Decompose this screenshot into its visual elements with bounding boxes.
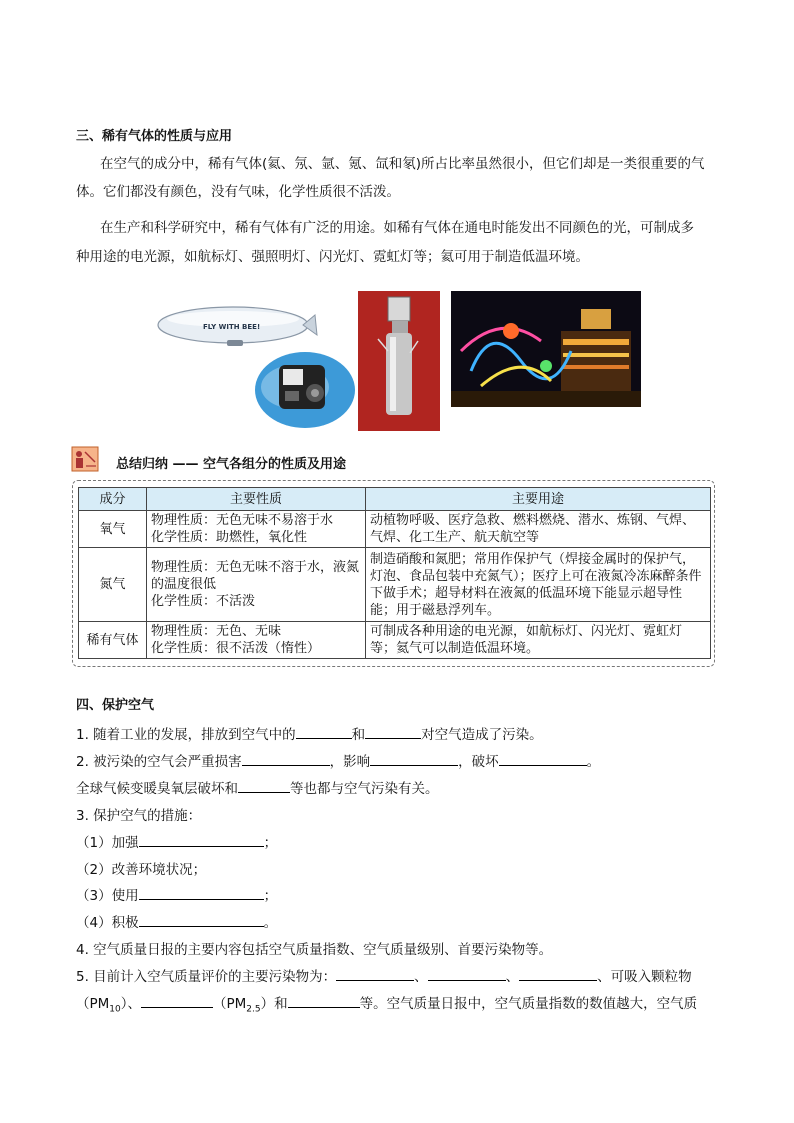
- question-5-line1: 5. 目前计入空气质量评价的主要污染物为： 、 、 、可吸入颗粒物: [76, 965, 692, 985]
- blimp-flash-image: [155, 295, 355, 430]
- blank[interactable]: [428, 966, 506, 981]
- blank[interactable]: [499, 751, 587, 766]
- table-row: [79, 548, 711, 622]
- blank[interactable]: [139, 912, 264, 927]
- blank[interactable]: [296, 724, 352, 739]
- row-name: 稀有气体: [79, 622, 147, 659]
- question-2b: 全球气候变暖臭氧层破坏和 等也都与空气污染有关。: [76, 777, 439, 797]
- section3-p2-line2: 种用途的电光源，如航标灯、强照明灯、闪光灯、霓虹灯等；氦可用于制造低温环境。: [76, 249, 589, 265]
- row-uses: 动植物呼吸、医疗急救、燃料燃烧、潜水、炼钢、气焊、气焊、化工生产、航天航空等: [366, 511, 711, 548]
- section3-heading: 三、稀有气体的性质与应用: [76, 129, 233, 144]
- blank[interactable]: [336, 966, 414, 981]
- table-row: [79, 511, 711, 548]
- blimp-text: FLY WITH BEE!: [203, 323, 261, 331]
- header-properties: 主要性质: [147, 488, 366, 511]
- table-row: [79, 622, 711, 659]
- question-4: 4. 空气质量日报的主要内容包括空气质量指数、空气质量级别、首要污染物等。: [76, 942, 553, 958]
- summary-icon: [71, 446, 99, 472]
- section3-p1-line1: 在空气的成分中，稀有气体(氦、氖、氩、氪、氙和氡)所占比率虽然很小，但它们却是一类很重要的气: [100, 156, 705, 172]
- row-uses: 可制成各种用途的电光源，如航标灯、闪光灯、霓虹灯等；氦气可以制造低温环境。: [366, 622, 711, 659]
- row-properties: 物理性质：无色无味不溶于水，液氮的温度很低 化学性质：不活泼: [147, 548, 366, 622]
- blank[interactable]: [242, 751, 330, 766]
- row-uses: 制造硝酸和氮肥；常用作保护气（焊接金属时的保护气，灯泡、食品包装中充氮气）；医疗上可在液氮冷冻麻醉条件下做手术；超导材料在液氮的低温环境下能显示超导性能；用于磁悬浮列车。: [366, 548, 711, 622]
- measure-1: （1）加强 ；: [76, 831, 277, 851]
- blank[interactable]: [139, 832, 264, 847]
- blank[interactable]: [365, 724, 421, 739]
- question-2: 2. 被污染的空气会严重损害 ，影响 ，破坏 。: [76, 750, 600, 770]
- row-properties: 物理性质：无色无味不易溶于水 化学性质：助燃性，氧化性: [147, 511, 366, 548]
- measure-2: （2）改善环境状况；: [76, 862, 207, 878]
- blank[interactable]: [139, 885, 264, 900]
- question-3: 3. 保护空气的措施：: [76, 808, 202, 824]
- section4-heading: 四、保护空气: [76, 698, 155, 713]
- section3-p2-line1: 在生产和科学研究中，稀有气体有广泛的用途。如稀有气体在通电时能发出不同颜色的光，可制成多: [100, 220, 694, 236]
- header-component: 成分: [79, 488, 147, 511]
- blank[interactable]: [288, 993, 360, 1008]
- blank[interactable]: [370, 751, 458, 766]
- blank[interactable]: [141, 993, 213, 1008]
- measure-4: （4）积极 。: [76, 911, 277, 931]
- blank[interactable]: [238, 778, 290, 793]
- header-uses: 主要用途: [366, 488, 711, 511]
- measure-3: （3）使用 ；: [76, 884, 277, 904]
- question-5-line2: $(PM_{10})$、 $(PM_{2.5})$和 等。空气质量日报中，空气质量指数的数值越大，空气质: [76, 992, 697, 1015]
- question-1: 1. 随着工业的发展，排放到空气中的 和 对空气造成了污染。: [76, 723, 543, 743]
- summary-table: [78, 487, 711, 659]
- summary-title: 总结归纳 —— 空气各组分的性质及用途: [116, 457, 347, 472]
- table-header-row: [79, 488, 711, 511]
- row-name: 氧气: [79, 511, 147, 548]
- neon-lights-image: [451, 291, 641, 407]
- lamp-image: [358, 291, 440, 431]
- row-properties: 物理性质：无色、无味 化学性质：很不活泼（惰性）: [147, 622, 366, 659]
- section3-p1-line2: 体。它们都没有颜色，没有气味，化学性质很不活泼。: [76, 184, 400, 200]
- blank[interactable]: [519, 966, 597, 981]
- row-name: 氮气: [79, 548, 147, 622]
